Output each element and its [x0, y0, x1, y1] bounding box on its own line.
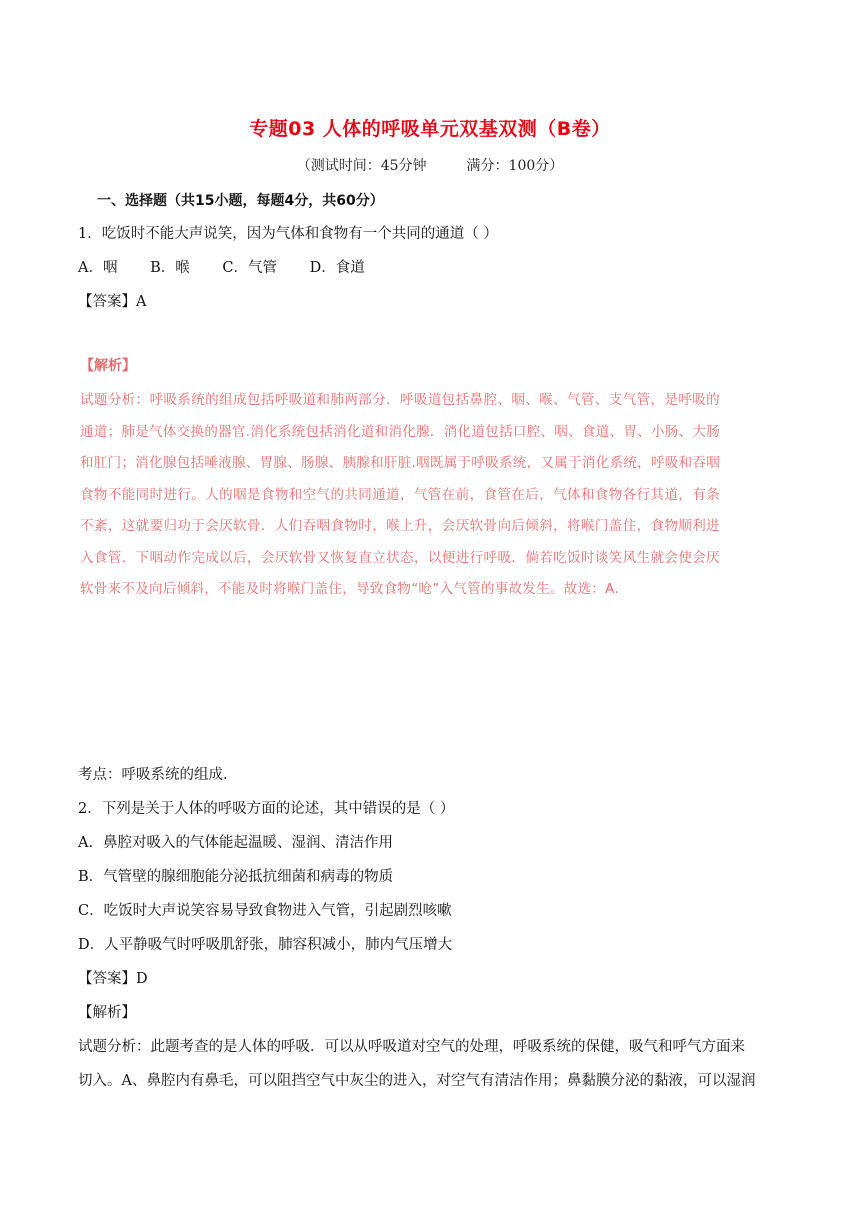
q1-option-c: C．气管: [222, 260, 277, 276]
q2-option-b: B．气管壁的腺细胞能分泌抵抗细菌和病毒的物质: [78, 869, 394, 885]
question-1-point: 考点：呼吸系统的组成.: [78, 767, 228, 783]
question-2-analysis-label: 【解析】: [78, 1005, 136, 1021]
question-2-analysis-line-2: 切入。A、鼻腔内有鼻毛，可以阻挡空气中灰尘的进入，对空气有清洁作用；鼻黏膜分泌的黏液，可以湿润: [78, 1073, 756, 1089]
question-2-answer: 【答案】D: [78, 971, 148, 987]
q2-option-c: C．吃饭时大声说笑容易导致食物进入气管，引起剧烈咳嗽: [78, 903, 452, 919]
q1-option-b: B．喉: [150, 260, 190, 276]
question-1-answer: 【答案】A: [78, 294, 147, 310]
analysis-label: 【解析】: [80, 358, 136, 374]
test-info: [0, 155, 860, 175]
question-1-analysis: [80, 355, 720, 606]
question-1-stem: 1．吃饭时不能大声说笑，因为气体和食物有一个共同的通道（ ）: [78, 226, 498, 242]
full-score: 满分：100分）: [466, 158, 564, 174]
test-time: （测试时间：45分钟: [296, 158, 427, 174]
q1-option-d: D．食道: [309, 260, 365, 276]
q2-option-d: D．人平静吸气时呼吸肌舒张，肺容积减小，肺内气压增大: [78, 937, 453, 953]
q1-option-a: A．咽: [78, 260, 118, 276]
analysis-text: 试题分析：呼吸系统的组成包括呼吸道和肺两部分．呼吸道包括鼻腔、咽、喉、气管、支气管，是呼吸的通道；肺是气体交换的器官.消化系统包括消化道和消化腺．消化道包括口腔、咽、食道、胃、小肠、大肠和肛门；消化腺包括唾液腺、胃腺、肠腺、胰腺和肝脏.咽既属于呼吸系统，又属于消化系统，呼吸和吞咽食物不能同时进行。人的咽是食物和空气的共同通道，气管在前，食管在后，气体和食物各行其道，有条不紊，这就要归功于会厌软骨．人们吞咽食物时，喉上升，会厌软骨向后倾斜，将喉门盖住，食物顺利进入食管．下咽动作完成以后，会厌软骨又恢复直立状态，以便进行呼吸．倘若吃饭时谈笑风生就会使会厌软骨来不及向后倾斜，不能及时将喉门盖住，导致食物“呛”入气管的事故发生。故选：A.: [80, 392, 720, 597]
question-1-options: [78, 256, 393, 277]
section-heading: 一、选择题（共15小题，每题4分，共60分）: [97, 193, 384, 209]
question-2-analysis-line-1: 试题分析：此题考查的是人体的呼吸．可以从呼吸道对空气的处理，呼吸系统的保健，吸气和呼气方面来: [78, 1039, 745, 1055]
q2-option-a: A．鼻腔对吸入的气体能起温暖、湿润、清洁作用: [78, 835, 393, 851]
question-2-stem: 2．下列是关于人体的呼吸方面的论述，其中错误的是（ ）: [78, 801, 455, 817]
page-title: 专题03 人体的呼吸单元双基双测（B卷）: [249, 118, 611, 140]
